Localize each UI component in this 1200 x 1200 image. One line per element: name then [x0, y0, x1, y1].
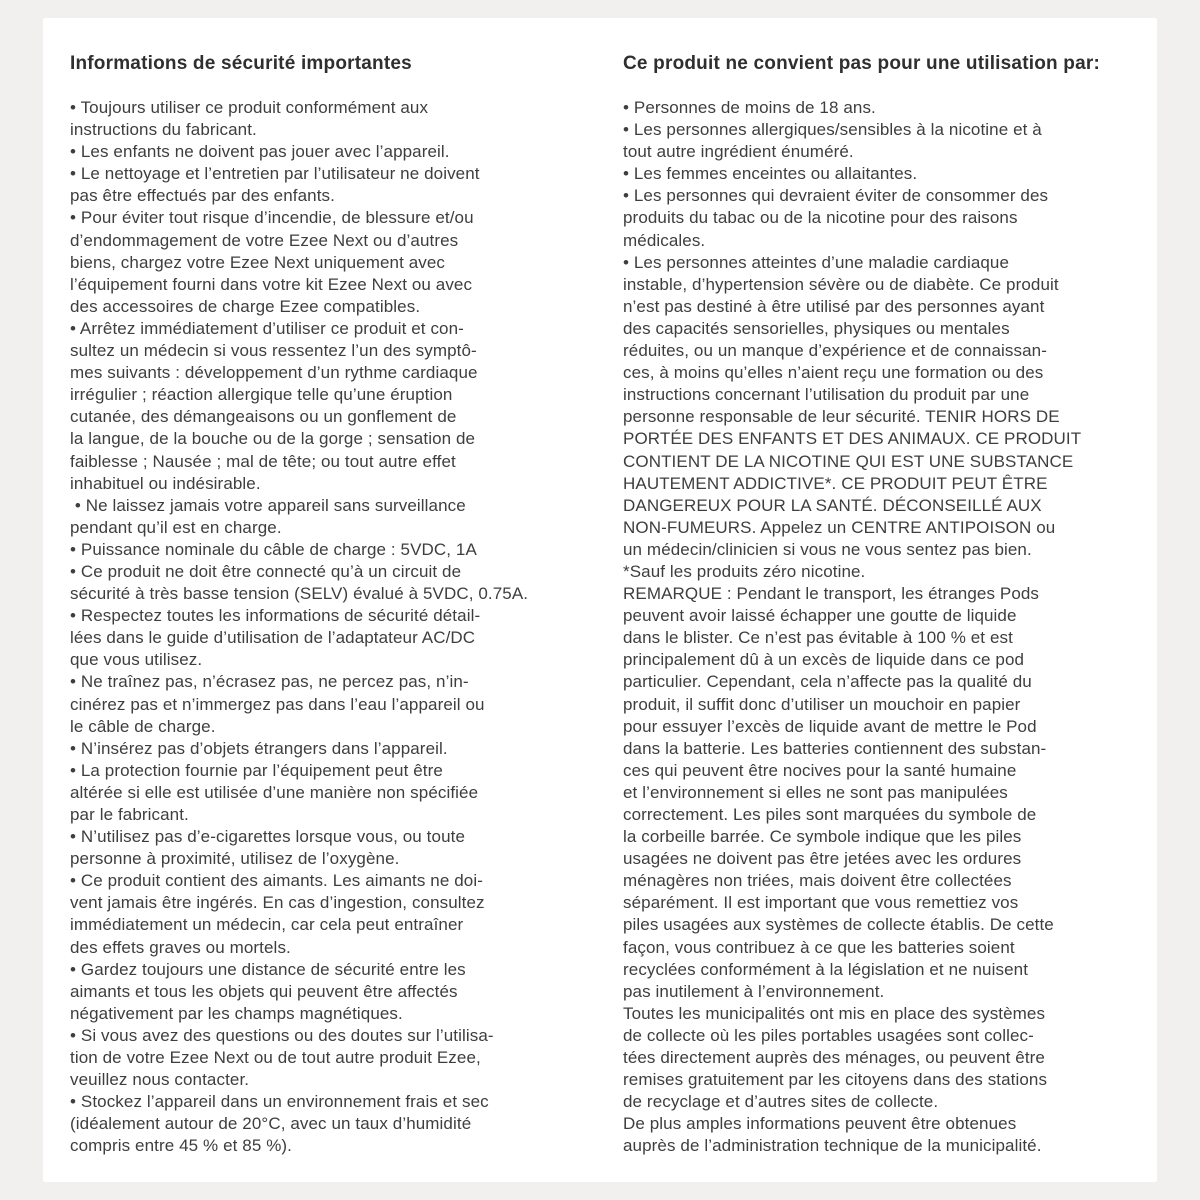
text-line: REMARQUE : Pendant le transport, les étranges Pods	[623, 584, 1040, 604]
text-line: (idéalement autour de 20°C, avec un taux d’humidité	[70, 1114, 472, 1134]
text-line: par le fabricant.	[70, 805, 189, 824]
unsuitable-users-column	[623, 52, 1135, 1158]
text-line: lées dans le guide d’utilisation de l’adaptateur AC/DC	[70, 628, 476, 648]
text-line: inhabituel ou indésirable.	[70, 473, 261, 493]
text-line: sultez un médecin si vous ressentez l’un des symptô-	[70, 341, 477, 361]
text-line: • Ce produit ne doit être connecté qu’à un circuit de	[70, 561, 462, 581]
text-line: • Personnes de moins de 18 ans.	[623, 98, 876, 117]
safety-info-heading: Informations de sécurité importantes	[70, 53, 412, 74]
text-line: usagées ne doivent pas être jetées avec les ordures	[623, 849, 1022, 869]
text-line: pas être effectués par des enfants.	[70, 186, 335, 206]
text-line: • Stockez l’appareil dans un environnement frais et sec	[70, 1092, 489, 1112]
text-line: sécurité à très basse tension (SELV) évalué à 5VDC, 0.75A.	[70, 584, 529, 604]
text-line: mes suivants : développement d’un rythme cardiaque	[70, 363, 478, 383]
text-line: NON-FUMEURS. Appelez un CENTRE ANTIPOISON ou	[623, 517, 1056, 537]
text-line: instructions concernant l’utilisation du produit par une	[623, 385, 1030, 405]
text-line: tout autre ingrédient énuméré.	[623, 142, 854, 162]
text-line: • Si vous avez des questions ou des doutes sur l’utilisa-	[70, 1025, 494, 1045]
text-line: • Le nettoyage et l’entretien par l’utilisateur ne doivent	[70, 164, 480, 184]
text-line: • Puissance nominale du câble de charge : 5VDC, 1A	[70, 539, 477, 559]
text-line: cutanée, des démangeaisons ou un gonflement de	[70, 407, 457, 427]
text-line: ménagères non triées, mais doivent être collectées	[623, 871, 1012, 891]
text-line: un médecin/clinicien si vous ne vous sentez pas bien.	[623, 539, 1032, 559]
text-line: PORTÉE DES ENFANTS ET DES ANIMAUX. CE PRODUIT	[623, 429, 1082, 449]
leaflet-panel	[43, 18, 1157, 1182]
unsuitable-users-text	[623, 97, 1135, 1158]
text-line: DANGEREUX POUR LA SANTÉ. DÉCONSEILLÉ AUX	[623, 495, 1042, 515]
text-line: le câble de charge.	[70, 716, 216, 736]
text-line: la corbeille barrée. Ce symbole indique que les piles	[623, 827, 1022, 847]
text-line: ces qui peuvent être nocives pour la santé humaine	[623, 760, 1017, 780]
text-line: tées directement auprès des ménages, ou peuvent être	[623, 1048, 1045, 1068]
text-line: des accessoires de charge Ezee compatibles.	[70, 296, 421, 316]
safety-info-column	[70, 52, 573, 1158]
text-line: *Sauf les produits zéro nicotine.	[623, 561, 866, 581]
text-line: • Les personnes atteintes d’une maladie cardiaque	[623, 252, 1010, 272]
text-line: faiblesse ; Nausée ; mal de tête; ou tout autre effet	[70, 451, 456, 471]
text-line: d’endommagement de votre Ezee Next ou d’autres	[70, 230, 459, 250]
text-line: que vous utilisez.	[70, 650, 203, 670]
text-line: • Les personnes allergiques/sensibles à la nicotine et à	[623, 120, 1042, 140]
leaflet-columns	[43, 18, 1157, 1158]
text-line: biens, chargez votre Ezee Next uniquement avec	[70, 252, 446, 272]
text-line: et l’environnement si elles ne sont pas manipulées	[623, 782, 1008, 802]
text-line: auprès de l’administration technique de la municipalité.	[623, 1136, 1042, 1156]
text-line: négativement par les champs magnétiques.	[70, 1003, 403, 1023]
text-line: façon, vous contribuez à ce que les batteries soient	[623, 937, 1015, 957]
text-line: tion de votre Ezee Next ou de tout autre produit Ezee,	[70, 1048, 481, 1068]
text-line: dans le blister. Ce n’est pas évitable à 100 % et est	[623, 628, 1013, 648]
text-line: correctement. Les piles sont marquées du symbole de	[623, 805, 1037, 824]
text-line: De plus amples informations peuvent être obtenues	[623, 1114, 1017, 1134]
text-line: produit, il suffit donc d’utiliser un mouchoir en papier	[623, 694, 1021, 714]
text-line: médicales.	[623, 230, 706, 250]
text-line: • Toujours utiliser ce produit conformément aux	[70, 98, 429, 117]
text-line: remises gratuitement par les citoyens dans des stations	[623, 1070, 1048, 1090]
text-line: Toutes les municipalités ont mis en place des systèmes	[623, 1003, 1046, 1023]
text-line: particulier. Cependant, cela n’affecte pas la qualité du	[623, 672, 1032, 692]
text-line: réduites, ou un manque d’expérience et de connaissan-	[623, 341, 1047, 361]
text-line: piles usagées aux systèmes de collecte établis. De cette	[623, 915, 1054, 935]
text-line: instable, d’hypertension sévère ou de diabète. Ce produit	[623, 274, 1059, 294]
text-line: la langue, de la bouche ou de la gorge ; sensation de	[70, 429, 476, 449]
text-line: séparément. Il est important que vous remettiez vos	[623, 893, 1019, 913]
text-line: veuillez nous contacter.	[70, 1070, 250, 1090]
text-line: dans la batterie. Les batteries contiennent des substan-	[623, 738, 1047, 758]
text-line: n’est pas destiné à être utilisé par des personnes ayant	[623, 296, 1045, 316]
text-line: • La protection fournie par l’équipement peut être	[70, 760, 443, 780]
text-line: produits du tabac ou de la nicotine pour des raisons	[623, 208, 1018, 228]
text-line: • N’utilisez pas d’e-cigarettes lorsque vous, ou toute	[70, 827, 465, 847]
text-line: instructions du fabricant.	[70, 120, 257, 140]
text-line: ces, à moins qu’elles n’aient reçu une formation ou des	[623, 363, 1044, 383]
safety-info-text	[70, 97, 573, 1158]
text-line: • Les femmes enceintes ou allaitantes.	[623, 164, 918, 184]
text-line: des effets graves ou mortels.	[70, 937, 291, 957]
text-line: HAUTEMENT ADDICTIVE*. CE PRODUIT PEUT ÊTRE	[623, 473, 1048, 493]
text-line: de recyclage et d’autres sites de collecte.	[623, 1092, 939, 1112]
text-line: • Pour éviter tout risque d’incendie, de blessure et/ou	[70, 208, 474, 228]
unsuitable-users-heading: Ce produit ne convient pas pour une utilisation par:	[623, 53, 1100, 74]
text-line: • N’insérez pas d’objets étrangers dans l’appareil.	[70, 738, 448, 758]
text-line: • Les personnes qui devraient éviter de consommer des	[623, 186, 1049, 206]
text-line: • Les enfants ne doivent pas jouer avec l’appareil.	[70, 142, 450, 162]
text-line: • Respectez toutes les informations de sécurité détail-	[70, 606, 481, 626]
text-line: cinérez pas et n’immergez pas dans l’eau l’appareil ou	[70, 694, 485, 714]
text-line: recyclées conformément à la législation et ne nuisent	[623, 959, 1029, 979]
text-line: principalement dû à un excès de liquide dans ce pod	[623, 650, 1025, 670]
text-line: personne à proximité, utilisez de l’oxygène.	[70, 849, 400, 869]
text-line: immédiatement un médecin, car cela peut entraîner	[70, 915, 464, 935]
text-line: • Gardez toujours une distance de sécurité entre les	[70, 959, 466, 979]
text-line: pas inutilement à l’environnement.	[623, 981, 885, 1001]
text-line: irrégulier ; réaction allergique telle qu’une éruption	[70, 385, 453, 405]
text-line: personne responsable de leur sécurité. TENIR HORS DE	[623, 407, 1060, 427]
text-line: aimants et tous les objets qui peuvent être affectés	[70, 981, 458, 1001]
text-line: • Ne traînez pas, n’écrasez pas, ne percez pas, n’in-	[70, 672, 469, 692]
text-line: altérée si elle est utilisée d’une manière non spécifiée	[70, 782, 479, 802]
text-line: peuvent avoir laissé échapper une goutte de liquide	[623, 606, 1017, 626]
text-line: • Arrêtez immédiatement d’utiliser ce produit et con-	[70, 318, 464, 338]
text-line: vent jamais être ingérés. En cas d’ingestion, consultez	[70, 893, 485, 913]
text-line: pendant qu’il est en charge.	[70, 517, 282, 537]
text-line: des capacités sensorielles, physiques ou mentales	[623, 318, 1010, 338]
text-line: l’équipement fourni dans votre kit Ezee Next ou avec	[70, 274, 473, 294]
text-line: • Ne laissez jamais votre appareil sans surveillance	[70, 495, 466, 515]
text-line: compris entre 45 % et 85 %).	[70, 1136, 293, 1156]
text-line: pour essuyer l’excès de liquide avant de mettre le Pod	[623, 716, 1037, 736]
text-line: CONTIENT DE LA NICOTINE QUI EST UNE SUBSTANCE	[623, 451, 1074, 471]
text-line: • Ce produit contient des aimants. Les aimants ne doi-	[70, 871, 483, 891]
text-line: de collecte où les piles portables usagées sont collec-	[623, 1025, 1034, 1045]
